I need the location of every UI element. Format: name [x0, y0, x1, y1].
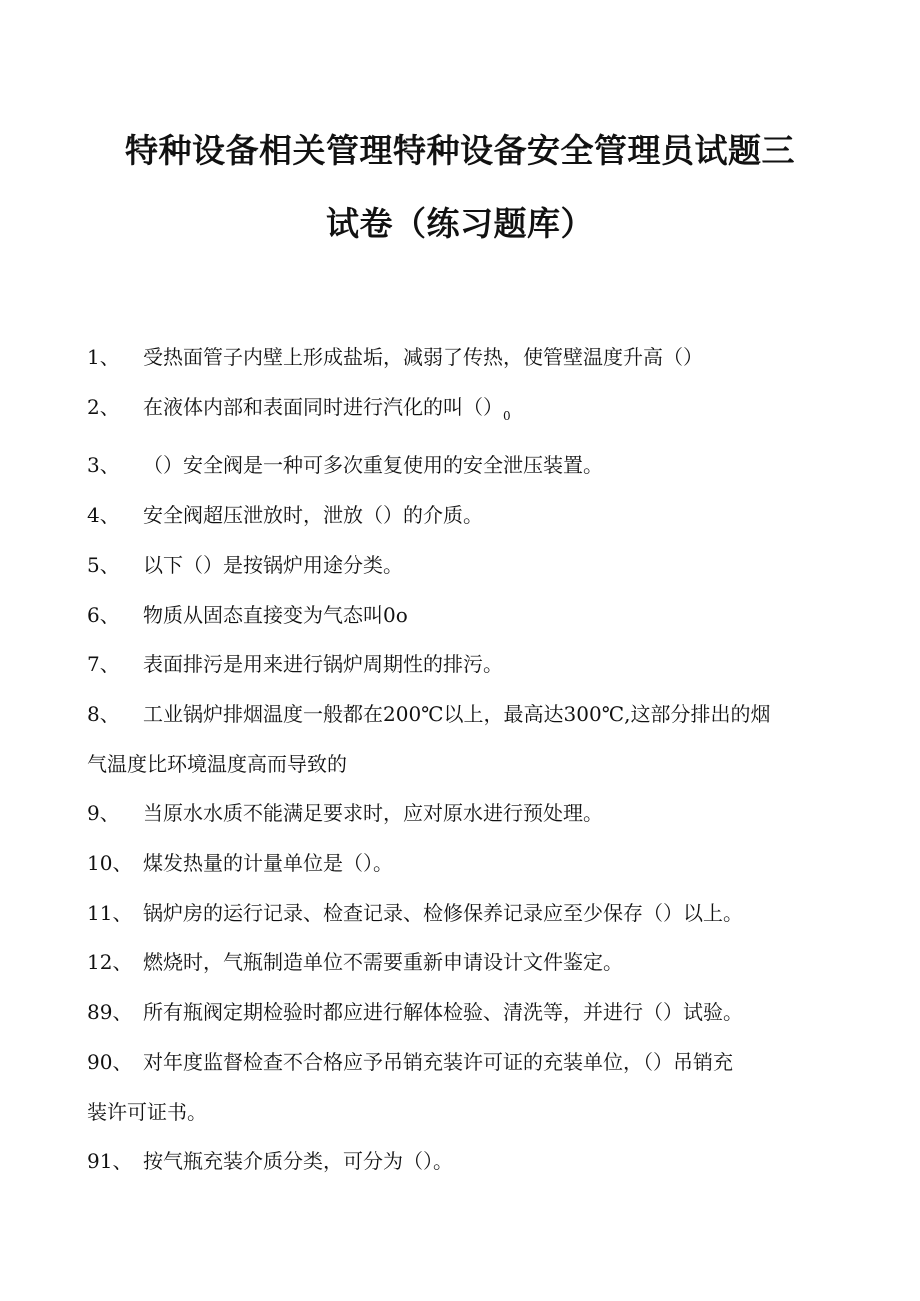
question-text: （）安全阀是一种可多次重复使用的安全泄压装置。 [143, 453, 603, 478]
document-title-line-1: 特种设备相关管理特种设备安全管理员试题三 [125, 131, 795, 170]
question-number: 9、 [87, 801, 120, 826]
question-item-7 [87, 640, 822, 690]
question-text: 对年度监督检查不合格应予吊销充装许可证的充装单位，（）吊销充 [143, 1049, 733, 1074]
question-text-continuation: 装许可证书。 [87, 1099, 207, 1124]
question-number: 8、 [87, 701, 120, 726]
question-text: 以下（）是按锅炉用途分类。 [143, 552, 403, 577]
question-item-3 [87, 441, 822, 491]
question-text: 表面排污是用来进行锅炉周期性的排污。 [143, 652, 503, 677]
question-text: 工业锅炉排烟温度一般都在200℃以上，最高达300℃,这部分排出的烟 [143, 701, 771, 726]
question-number: 1、 [87, 345, 120, 369]
question-item-2 [87, 383, 822, 442]
question-number: 5、 [87, 552, 120, 577]
document-title-line-2: 试卷（练习题库） [326, 204, 594, 243]
question-item-6 [87, 591, 822, 641]
question-text: 按气瓶充装介质分类，可分为（）。 [143, 1149, 453, 1174]
question-item-9 [87, 789, 822, 839]
question-item-12 [87, 938, 822, 988]
question-text: 受热面管子内壁上形成盐垢，减弱了传热，使管壁温度升高（） [143, 345, 703, 369]
question-text: 安全阀超压泄放时，泄放（）的介质。 [143, 503, 483, 528]
question-number: 4、 [87, 503, 120, 528]
question-number: 91、 [87, 1149, 133, 1174]
question-number: 2、 [87, 394, 120, 419]
question-item-4 [87, 491, 822, 541]
question-number: 12、 [87, 950, 133, 975]
question-item-11 [87, 889, 822, 939]
question-list [87, 333, 822, 1187]
question-text: 当原水水质不能满足要求时，应对原水进行预处理。 [143, 801, 603, 826]
question-item-91 [87, 1137, 822, 1187]
question-text: 锅炉房的运行记录、检查记录、检修保养记录应至少保存（）以上。 [143, 900, 743, 925]
question-number: 10、 [87, 851, 133, 876]
question-item-1 [87, 333, 822, 383]
question-item-5 [87, 541, 822, 591]
question-number: 11、 [87, 900, 133, 925]
question-text: 所有瓶阀定期检验时都应进行解体检验、清洗等，并进行（）试验。 [143, 1000, 743, 1025]
question-text: 物质从固态直接变为气态叫0o [143, 602, 408, 627]
question-number: 90、 [87, 1049, 133, 1074]
question-number: 3、 [87, 453, 120, 478]
question-text: 燃烧时，气瓶制造单位不需要重新申请设计文件鉴定。 [143, 950, 623, 975]
question-text-continuation: 气温度比环境温度高而导致的 [87, 751, 347, 776]
question-item-10 [87, 839, 822, 889]
question-text: 煤发热量的计量单位是（）。 [143, 851, 393, 876]
question-item-90 [87, 1038, 822, 1137]
question-number: 7、 [87, 652, 120, 677]
question-text: 在液体内部和表面同时进行汽化的叫（） [143, 394, 503, 419]
question-item-89 [87, 988, 822, 1038]
question-number: 89、 [87, 1000, 133, 1025]
question-suffix: 0 [503, 408, 511, 423]
question-number: 6、 [87, 602, 120, 627]
question-item-8 [87, 690, 822, 789]
